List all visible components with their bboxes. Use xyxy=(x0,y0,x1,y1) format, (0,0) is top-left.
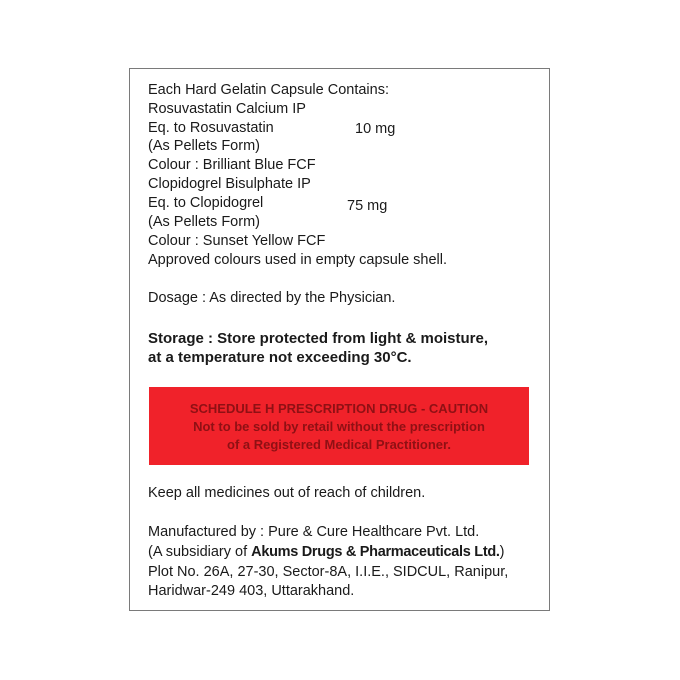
drug1-amount: 10 mg xyxy=(355,121,396,137)
drug2-form: (As Pellets Form) xyxy=(148,214,260,230)
manufacturer-address-line-1: Plot No. 26A, 27-30, Sector-8A, I.I.E., SIDCUL, Ranipur, xyxy=(148,564,509,580)
manufacturer-line-2 xyxy=(148,544,504,561)
drug2-colour: Colour : Sunset Yellow FCF xyxy=(148,233,326,249)
children-note: Keep all medicines out of reach of children. xyxy=(148,485,426,501)
schedule-h-warning-box xyxy=(149,387,529,465)
drug1-equivalent: Eq. to Rosuvastatin xyxy=(148,120,274,136)
composition-heading: Each Hard Gelatin Capsule Contains: xyxy=(148,82,389,98)
drug2-equivalent: Eq. to Clopidogrel xyxy=(148,195,264,211)
manufacturer-address-line-2: Haridwar-249 403, Uttarakhand. xyxy=(148,583,355,599)
drug1-name: Rosuvastatin Calcium IP xyxy=(148,101,306,117)
manufacturer-line-1: Manufactured by : Pure & Cure Healthcare Pvt. Ltd. xyxy=(148,524,480,540)
drug1-colour: Colour : Brilliant Blue FCF xyxy=(148,157,316,173)
warning-line-3: of a Registered Medical Practitioner. xyxy=(227,437,451,452)
storage-line-2: at a temperature not exceeding 30°C. xyxy=(148,349,412,366)
warning-line-2: Not to be sold by retail without the prescription xyxy=(193,419,485,434)
drug2-amount: 75 mg xyxy=(347,198,388,214)
drug2-name: Clopidogrel Bisulphate IP xyxy=(148,176,311,192)
dosage-text: Dosage : As directed by the Physician. xyxy=(148,290,396,306)
drug1-form: (As Pellets Form) xyxy=(148,138,260,154)
storage-line-1: Storage : Store protected from light & moisture, xyxy=(148,330,489,347)
colours-note: Approved colours used in empty capsule shell. xyxy=(148,252,448,268)
warning-line-1: SCHEDULE H PRESCRIPTION DRUG - CAUTION xyxy=(189,401,489,416)
parent-company-name: Akums Drugs & Pharmaceuticals Ltd. xyxy=(251,544,500,560)
subsidiary-suffix: ) xyxy=(499,544,505,560)
subsidiary-prefix: (A subsidiary of xyxy=(148,544,252,560)
